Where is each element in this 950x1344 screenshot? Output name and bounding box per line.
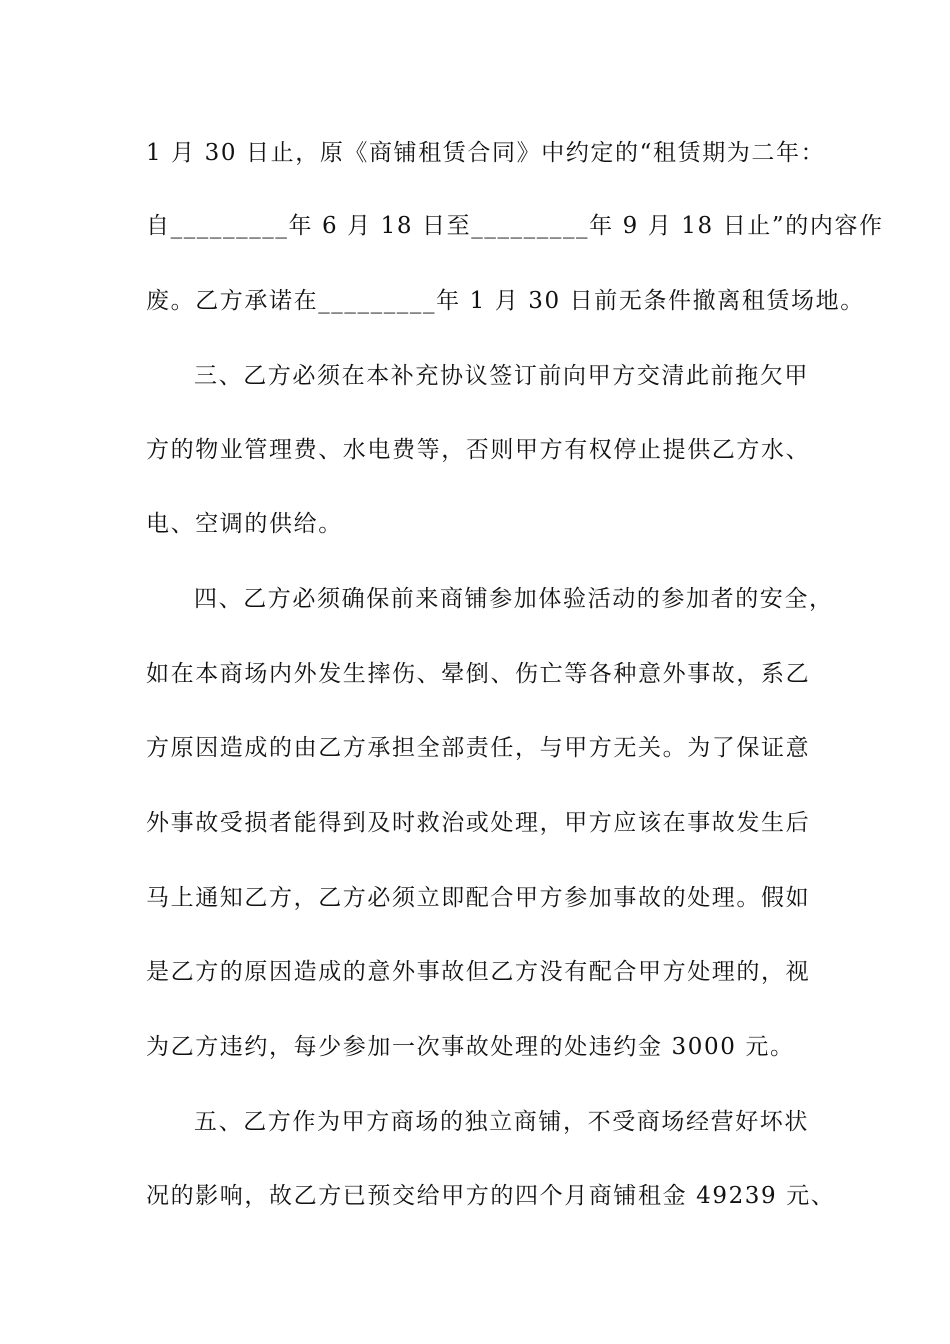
- text-line: 况的影响，故乙方已预交给甲方的四个月商铺租金 49239 元、: [146, 1183, 836, 1209]
- paragraph-5-start: 五、乙方作为甲方商场的独立商铺，不受商场经营好坏状: [194, 1109, 809, 1135]
- text-line: 自_________年 6 月 18 日至_________年 9 月 18 日止”的内容作: [146, 213, 884, 239]
- text-line: 方的物业管理费、水电费等，否则甲方有权停止提供乙方水、: [146, 437, 811, 463]
- text-line: 方原因造成的由乙方承担全部责任，与甲方无关。为了保证意: [146, 735, 811, 761]
- text-line: 是乙方的原因造成的意外事故但乙方没有配合甲方处理的，视: [146, 959, 811, 985]
- text-line: 外事故受损者能得到及时救治或处理，甲方应该在事故发生后: [146, 810, 811, 836]
- paragraph-3-start: 三、乙方必须在本补充协议签订前向甲方交清此前拖欠甲: [194, 363, 809, 389]
- paragraph-4-start: 四、乙方必须确保前来商铺参加体验活动的参加者的安全，: [194, 586, 834, 612]
- text-line: 废。乙方承诺在_________年 1 月 30 日前无条件撤离租赁场地。: [146, 288, 865, 314]
- text-line: 为乙方违约，每少参加一次事故处理的处违约金 3000 元。: [146, 1034, 795, 1060]
- text-line: 马上通知乙方，乙方必须立即配合甲方参加事故的处理。假如: [146, 885, 811, 911]
- text-line: 如在本商场内外发生摔伤、晕倒、伤亡等各种意外事故，系乙: [146, 661, 811, 687]
- text-line: 电、空调的供给。: [146, 511, 343, 537]
- text-line: 1 月 30 日止，原《商铺租赁合同》中约定的“租赁期为二年：: [146, 140, 826, 166]
